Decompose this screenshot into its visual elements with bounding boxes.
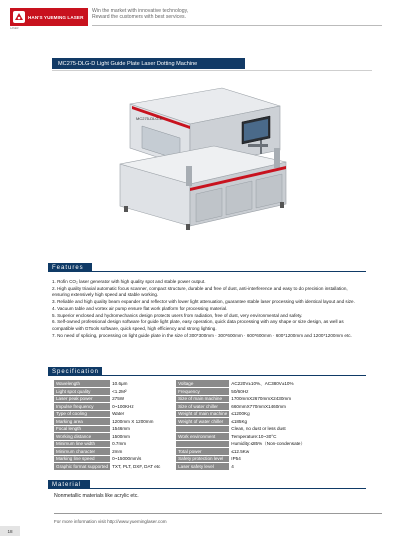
spec-key: Marking line speed	[54, 455, 110, 463]
logo-subtext: LASER	[10, 27, 19, 30]
spec-value: 2mm	[110, 448, 176, 456]
spec-value: 10.6μm	[110, 380, 176, 388]
header-slogan	[92, 8, 252, 20]
table-row	[54, 455, 364, 463]
spec-value: 275W	[110, 395, 176, 403]
feature-item: 3. Reliable and high quality beam expander and reflector with lower light attenuation, guarantee stable laser processing with identical layout and size.	[52, 299, 355, 305]
spec-key: Voltage	[176, 380, 229, 388]
logo-text: HAN'S YUEMING LASER	[28, 14, 84, 20]
material-description: Nonmetallic materials like acrylic etc.	[54, 493, 139, 499]
spec-key: Laser peak power	[54, 395, 110, 403]
table-row	[54, 395, 364, 403]
spec-value: Water	[110, 410, 176, 418]
spec-key: Work environment	[176, 433, 229, 441]
feature-item: 1. Rofin CO₂ laser generator with high quality spot and stable power output.	[52, 279, 206, 284]
spec-key: Total power	[176, 448, 229, 456]
spec-value: 4	[229, 463, 364, 471]
table-row	[54, 403, 364, 411]
feature-item: 6. Self-owned professional design software for guide light plate, easy operation, quick data processing with any shape or size design, as well as compatible with GTools software, quick speed, high efficiency and strong lighting.	[52, 319, 344, 331]
spec-key: Minimum line width	[54, 440, 110, 448]
footer-divider	[54, 513, 382, 514]
spec-value: Clean, no dust or less dust	[229, 425, 364, 433]
spec-key: Minimum character	[54, 448, 110, 456]
spec-value: IP54	[229, 455, 364, 463]
material-heading: Material	[48, 480, 90, 489]
spec-key: Weight of main machine	[178, 411, 228, 417]
spec-key: Impulse frequency	[54, 403, 110, 411]
spec-key: Focal length	[54, 425, 110, 433]
spec-key: Working distance	[54, 433, 110, 441]
feature-item: 5. Superior enclosed and hydromechanics design protects users from radiation, free of dust, very environmental and safety.	[52, 312, 303, 318]
spec-key: Laser safety level	[176, 463, 229, 471]
features-list	[52, 279, 362, 339]
title-divider	[52, 70, 372, 71]
table-row	[54, 463, 364, 471]
machine-label: MC275-DLG-D	[136, 116, 163, 121]
table-row	[54, 425, 364, 433]
slogan-line-1: Win the market with innovative technology,	[92, 8, 189, 14]
spec-value: 0.7mm	[110, 440, 176, 448]
spec-value: 1200mm X 1200mm	[110, 418, 176, 426]
table-row	[54, 380, 364, 388]
spec-key-blank	[176, 425, 229, 433]
table-row	[54, 410, 364, 418]
machine-illustration	[110, 76, 295, 256]
spec-value: 0~100KHz	[110, 403, 176, 411]
feature-item: 7. No need of splicing, processing on light guide plate in the size of 300*300mm · 300*600mm · 600*600mm · 600*1200mm and 1200*1200mm etc.	[52, 332, 352, 338]
table-row	[54, 448, 364, 456]
spec-key: Safety protection level	[176, 455, 229, 463]
spec-key: Light spot quality	[54, 388, 110, 396]
footer-link[interactable]: For more information visit http://www.yueminglaser.com	[54, 519, 167, 524]
header-divider	[92, 25, 382, 26]
spec-value: ≤1200Kg	[229, 410, 364, 418]
spec-key: Type of cooling	[54, 410, 110, 418]
spec-value: 0~15000mm/s	[110, 455, 176, 463]
spec-key-blank	[176, 440, 229, 448]
specification-divider	[48, 375, 366, 376]
logo-mark-icon	[13, 11, 25, 23]
spec-key: Weight of water chiller	[176, 418, 229, 426]
spec-key: Graphic format supported	[56, 463, 109, 469]
feature-item: 4. Vacuum table and vortex air pump ensure flat work platform for processing material.	[52, 305, 228, 311]
table-row	[54, 388, 364, 396]
material-divider	[48, 488, 366, 489]
feature-item: 2. High quality triaxial automatic focus scanner, compact structure, durable and free of dust, anti-interference and easy to do precision installation, ensuring extensively high speed and stable working.	[52, 285, 348, 298]
spec-value: TXT, PLT, DXF, DAT etc	[110, 463, 176, 471]
features-divider	[48, 271, 366, 272]
spec-key: Marking area	[54, 418, 110, 426]
spec-value: 1500mm	[110, 433, 176, 441]
brand-logo	[10, 8, 88, 26]
spec-value: ≤12.5Kw	[229, 448, 364, 456]
spec-value: ≤185Kg	[229, 418, 364, 426]
table-row	[54, 418, 364, 426]
features-heading: Features	[48, 263, 92, 272]
spec-key: Frequency	[176, 388, 229, 396]
spec-value: 1700mmX2670mmX2430mm	[229, 395, 364, 403]
spec-key: Wavelength	[54, 380, 110, 388]
spec-value: Humidity:≤85%（Non-condensate）	[229, 440, 364, 448]
slogan-line-2: Reward the customers with best services.	[92, 14, 186, 21]
page-number: 18	[0, 526, 20, 536]
spec-value: AC220V±10%、AC380V±10%	[229, 380, 364, 388]
spec-value: 660mmX770mmX1460mm	[229, 403, 364, 411]
spec-key: Size of water chiller	[176, 403, 229, 411]
table-row	[54, 433, 364, 441]
specification-table	[54, 380, 364, 471]
table-row	[54, 440, 364, 448]
spec-value: 50/60Hz	[229, 388, 364, 396]
spec-value: Temperature:10~30°C	[229, 433, 364, 441]
spec-value: <1.2M²	[110, 388, 176, 396]
product-title: MC275-DLG-D Light Guide Plate Laser Dotting Machine	[52, 58, 245, 69]
spec-value: 1546mm	[110, 425, 176, 433]
specification-heading: Specification	[48, 367, 102, 376]
spec-key: Size of main machine	[176, 395, 229, 403]
